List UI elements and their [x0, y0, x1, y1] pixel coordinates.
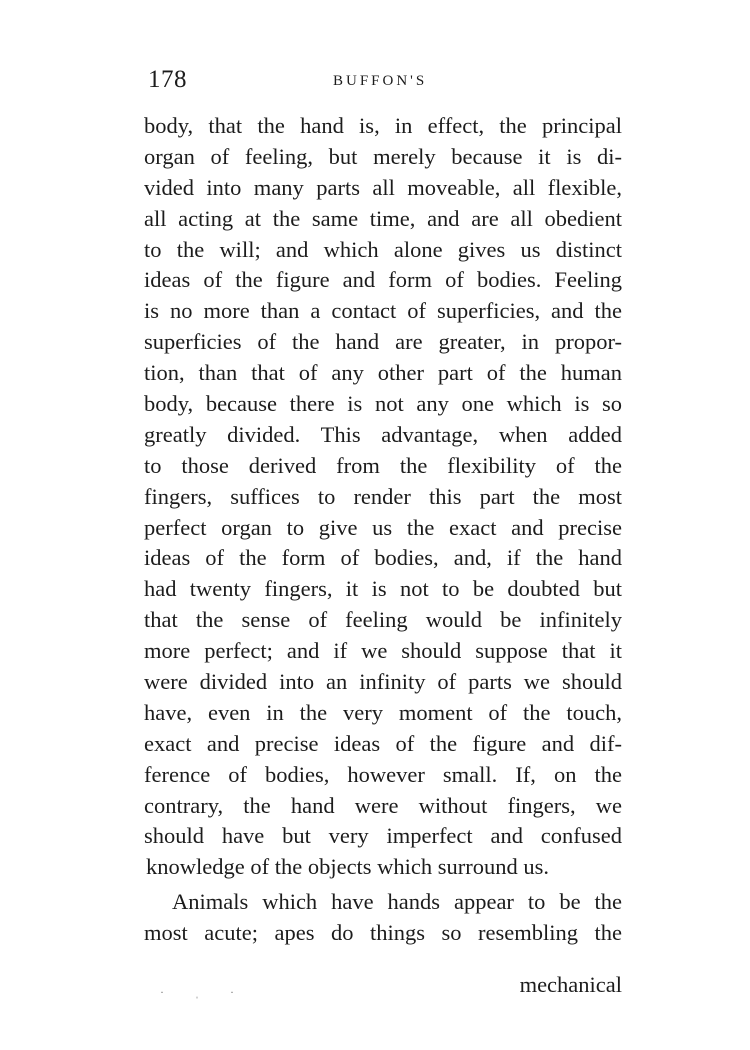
text-line: knowledge of the objects which surround us.	[146, 854, 550, 880]
text-line: had twenty fingers, it is not to be doubted but	[144, 576, 622, 602]
text-line: body, that the hand is, in effect, the principal	[144, 113, 622, 138]
text-line: all acting at the same time, and are all obedient	[144, 205, 622, 231]
text-line: perfect organ to give us the exact and precise	[144, 514, 622, 540]
text-line: superficies of the hand are greater, in propor-	[144, 329, 622, 355]
body-text	[144, 111, 622, 949]
text-line: ideas of the figure and form of bodies. Feeling	[144, 267, 622, 293]
text-line: have, even in the very moment of the touch,	[144, 699, 622, 725]
text-line: ference of bodies, however small. If, on the	[144, 761, 622, 787]
page-number: 178	[148, 66, 187, 93]
text-line: fingers, suffices to render this part the most	[144, 483, 622, 509]
running-head: BUFFON'S	[333, 73, 428, 89]
text-line: were divided into an infinity of parts we should	[144, 669, 622, 695]
text-line: exact and precise ideas of the figure and dif-	[144, 730, 622, 756]
print-specks: · ˌ ·	[160, 985, 248, 999]
catchword: mechanical	[519, 972, 622, 997]
text-line: to those derived from the flexibility of the	[144, 452, 622, 478]
text-line: is no more than a contact of superficies, and the	[144, 298, 622, 324]
page-header	[148, 66, 628, 96]
text-line: more perfect; and if we should suppose that it	[144, 638, 622, 664]
text-line: vided into many parts all moveable, all flexible,	[144, 174, 622, 200]
text-line: body, because there is not any one which is so	[144, 391, 622, 417]
text-line: to the will; and which alone gives us distinct	[144, 236, 622, 262]
text-line: tion, than that of any other part of the human	[144, 360, 622, 386]
text-line: most acute; apes do things so resembling the	[144, 920, 622, 946]
text-line: should have but very imperfect and confused	[144, 823, 622, 849]
text-line: contrary, the hand were without fingers, we	[144, 792, 622, 818]
text-line: ideas of the form of bodies, and, if the hand	[144, 545, 622, 571]
text-line: organ of feeling, but merely because it is di-	[144, 143, 622, 169]
text-line: that the sense of feeling would be infinitely	[144, 607, 622, 633]
text-line: greatly divided. This advantage, when added	[144, 421, 622, 447]
paragraph-first-line: Animals which have hands appear to be the	[172, 889, 622, 915]
